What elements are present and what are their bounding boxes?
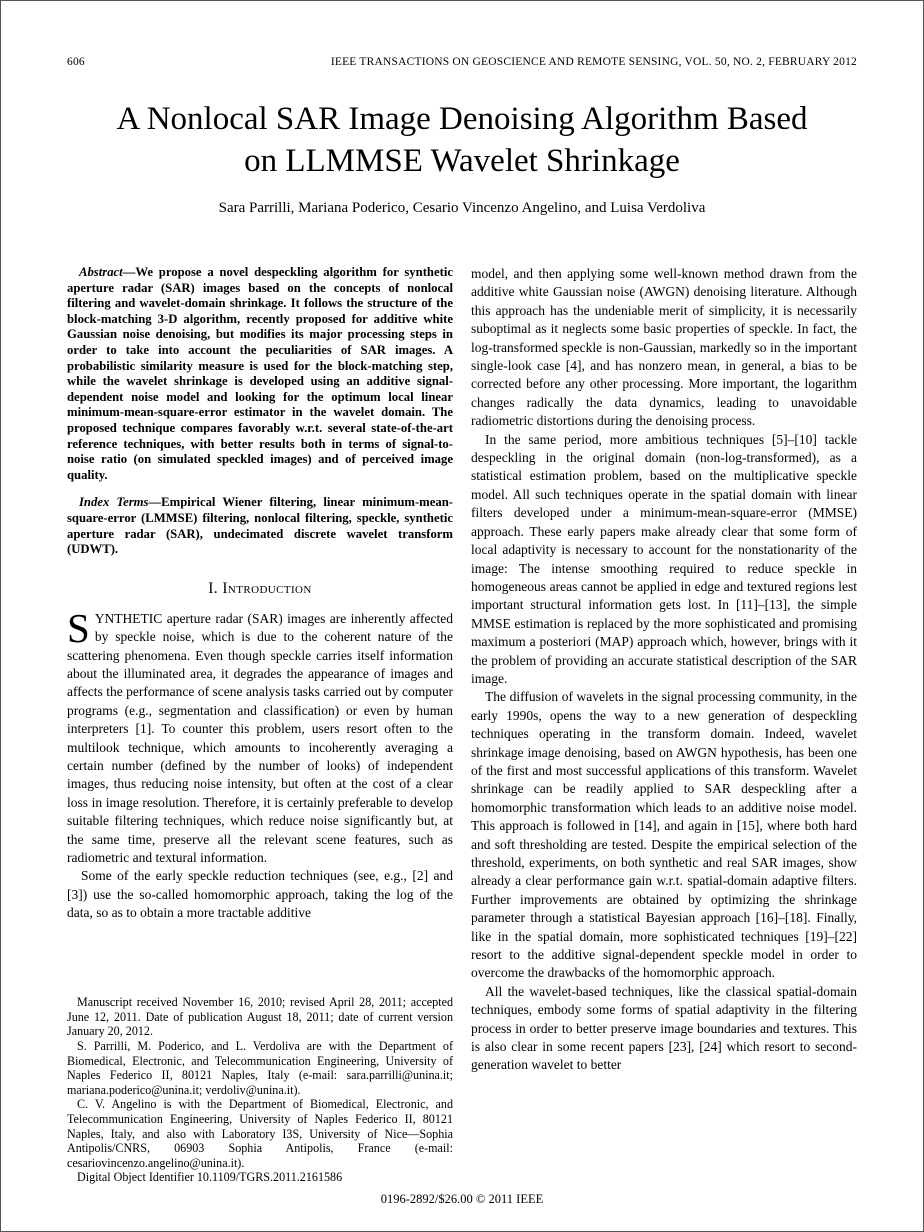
- index-terms-text: Empirical Wiener filtering, linear minimum-mean-square-error (LMMSE) filtering, nonlocal filtering, speckle, synthetic aperture radar (SAR), undecimated discrete wavelet transform (UDWT).: [67, 495, 453, 557]
- running-header: [67, 1, 857, 68]
- author-list: Sara Parrilli, Mariana Poderico, Cesario Vincenzo Angelino, and Luisa Verdoliva: [218, 200, 706, 216]
- paper-title-line-1: A Nonlocal SAR Image Denoising Algorithm Based: [116, 101, 808, 137]
- left-column: [67, 265, 453, 1185]
- section-heading-introduction: I. Introduction: [208, 579, 312, 597]
- footnote-manuscript-history: Manuscript received November 16, 2010; revised April 28, 2011; accepted June 12, 2011. Date of publication August 18, 2011; date of current version January 20, 2012.: [67, 995, 453, 1039]
- copyright-footer: 0196-2892/$26.00 © 2011 IEEE: [380, 1192, 544, 1206]
- intro-paragraph-1-text: YNTHETIC aperture radar (SAR) images are inherently affected by speckle noise, which is due to the coherent nature of the scattering phenomena. Even though speckle carries itself information about the illuminated area, it degrades the appearance of images and affects the performance of scene analysis tasks carried out by computer programs (e.g., segmentation and classification) or even by human interpreters [1]. To counter this problem, users resort often to the multilook technique, which amounts to incoherently averaging a certain number (defined by the number of looks) of independent images, thus reducing noise intensity, but often at the cost of a clear loss in image resolution. Therefore, it is certainly preferable to develop suitable filtering techniques, which reduce noise significantly but, at the same time, preserve all the relevant scene features, such as radiometric and textural information.: [67, 610, 453, 865]
- index-terms-label: Index Terms—: [79, 495, 162, 510]
- page-number: 606: [67, 56, 85, 68]
- footnote-doi: Digital Object Identifier 10.1109/TGRS.2011.2161586: [77, 1170, 343, 1185]
- paper-title-line-2: on LLMMSE Wavelet Shrinkage: [244, 143, 680, 179]
- paper-title: [67, 98, 857, 182]
- first-page-footnotes: [67, 979, 453, 1185]
- two-column-body: [67, 265, 857, 1185]
- dropcap-letter: S: [67, 604, 90, 651]
- intro-paragraph-3: model, and then applying some well-known method drawn from the additive white Gaussian noise (AWGN) denoising literature. Although this approach has the undeniable merit of simplicity, it is necessarily suboptimal as it neglects some basic properties of speckle. In fact, the log-transformed speckle is non-Gaussian, markedly so in the important single-look case [4], and has nonzero mean, in general, a bias to be corrected before any other processing. More important, the logarithm changes radically the data dynamics, leading to unavoidable radiometric distortions during the denoising process.: [471, 266, 857, 429]
- index-terms: [67, 495, 453, 557]
- intro-paragraph-1: [67, 604, 453, 868]
- abstract-text: We propose a novel despeckling algorithm for synthetic aperture radar (SAR) images based on the concepts of nonlocal filtering and wavelet-domain shrinkage. It follows the structure of the block-matching 3-D algorithm, recently proposed for additive white Gaussian noise denoising, but modifies its major processing steps in order to take into account the peculiarities of SAR images. A probabilistic similarity measure is used for the block-matching step, while the wavelet shrinkage is developed using an additive signal-dependent noise model and looking for the optimum local linear minimum-mean-square-error estimator in the wavelet domain. The proposed technique compares favorably w.r.t. several state-of-the-art reference techniques, with better results both in terms of signal-to-noise ratio (on simulated speckled images) and of perceived image quality.: [67, 265, 453, 482]
- right-column: [471, 265, 857, 1185]
- footnote-affiliation-angelino: C. V. Angelino is with the Department of Biomedical, Electronic, and Telecommunication Engineering, University of Naples Federico II, 80121 Naples, Italy, and also with Laboratory I3S, University of Nice—Sophia Antipolis/CNRS, 06903 Sophia Antipolis, France (e-mail: cesariovincenzo.angelino@unina.it).: [67, 1097, 453, 1170]
- intro-paragraph-2: Some of the early speckle reduction techniques (see, e.g., [2] and [3]) use the so-called homomorphic approach, taking the log of the data, so as to obtain a more tractable additive: [67, 868, 453, 921]
- intro-paragraph-6: All the wavelet-based techniques, like the classical spatial-domain techniques, embody some forms of spatial adaptivity in the filtering process in order to better preserve image boundaries and textures. This is also clear in some recent papers [23], [24] which resort to second-generation wavelet to better: [471, 983, 857, 1073]
- journal-title: IEEE TRANSACTIONS ON GEOSCIENCE AND REMOTE SENSING, VOL. 50, NO. 2, FEBRUARY 2012: [330, 56, 857, 68]
- footnote-affiliation-parrilli: S. Parrilli, M. Poderico, and L. Verdoliva are with the Department of Biomedical, Electronic, and Telecommunication Engineering, University of Naples Federico II, 80121 Naples, Italy (e-mail: sara.parrilli@unina.it; mariana.poderico@unina.it; verdoliv@unina.it).: [67, 1039, 453, 1097]
- abstract-label: Abstract—: [79, 265, 136, 279]
- intro-paragraph-4: In the same period, more ambitious techniques [5]–[10] tackle despeckling in the original domain (non-log-transformed), as a statistical estimation problem, based on the multiplicative speckle model. All such techniques operate in the spatial domain with linear filters developed under a minimum-mean-square-error (MMSE) approach. These early papers make already clear that some form of local adaptivity is necessary to account for the nonstationarity of the image: The intense smoothing required to reduce speckle in homogeneous areas cannot be applied in edge and textured regions lest important structural information gets lost. In [11]–[13], the simple MMSE estimation is replaced by the more sophisticated and promising maximum a posteriori (MAP) approach which, however, brings with it the problem of providing an accurate statistical description of the SAR image.: [471, 431, 857, 686]
- abstract: [67, 265, 453, 483]
- intro-paragraph-5: The diffusion of wavelets in the signal processing community, in the early 1990s, opens the way to a new generation of despeckling techniques operating in the transform domain. Indeed, wavelet shrinkage image denoising, based on AWGN hypothesis, has been one of the first and most successful applications of this transform. Wavelet shrinkage can be readily applied to SAR despeckling after a homomorphic transformation which leads to an additive noise model. This approach is followed in [14], and again in [15], where both hard and soft thresholding are tested. Despite the empirical selection of the threshold, experiments, on both synthetic and real SAR images, show already a clear performance gain w.r.t. spatial-domain adaptive filters. Further improvements are obtained by optimizing the shrinkage parameter through a statistical Bayesian approach [16]–[18]. Finally, like in the spatial domain, more sophisticated techniques [19]–[22] resort to the additive signal-dependent speckle model in order to overcome the drawbacks of the homomorphic approach.: [471, 689, 857, 981]
